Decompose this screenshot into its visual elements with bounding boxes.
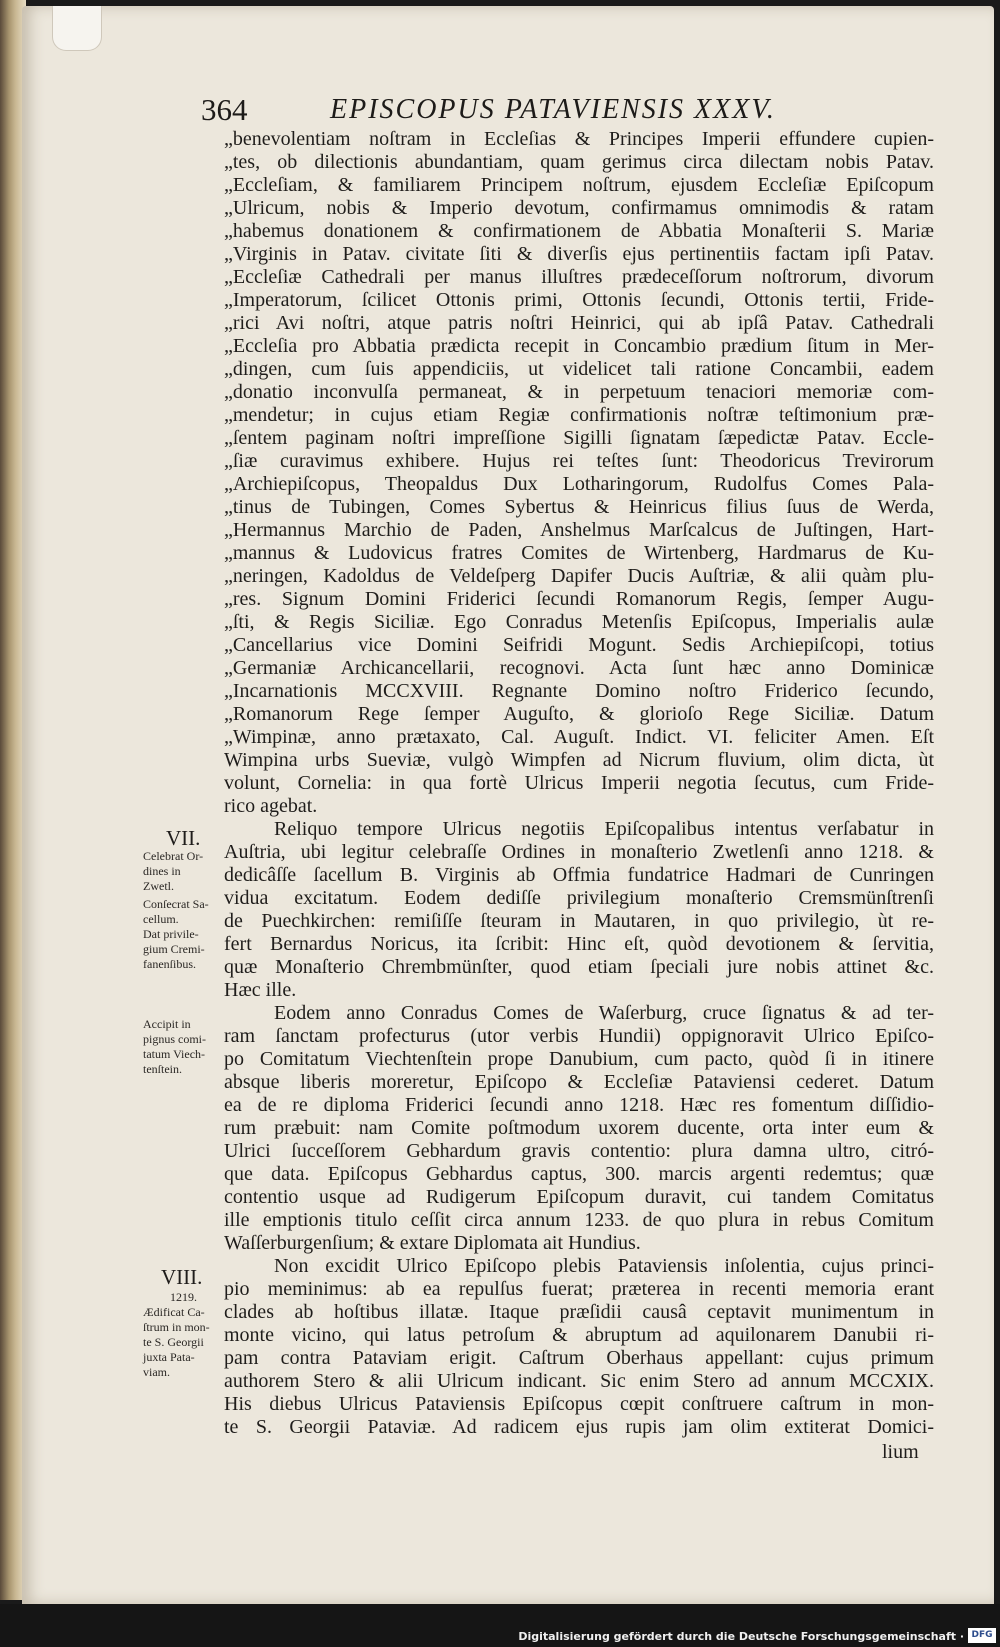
text-line: pio meminimus: ab ea repulſus fuerat; præterea in recenti memoria erant [224, 1278, 934, 1300]
text-line: „Eccleſiæ Cathedrali per manus illuſtres prædeceſſorum noſtrorum, divorum [224, 266, 934, 288]
text-line: quæ Monaſterio Chrembmünſter, quod etiam ſpeciali jure nobis attinet &c. [224, 956, 934, 978]
margin-line: Ædificat Ca- [143, 1305, 205, 1319]
text-line: „res. Signum Domini Friderici ſecundi Romanorum Regis, ſemper Augu- [224, 588, 934, 610]
margin-line: ſtrum in mon- [143, 1320, 210, 1334]
text-line: po Comitatum Viechtenſtein prope Danubium, cum pacto, quòd ſi in itinere [224, 1048, 934, 1070]
text-line: His diebus Ulricus Pataviensis Epiſcopus cœpit conſtruere caſtrum in mon- [224, 1393, 934, 1415]
text-line: „mendetur; in cujus etiam Regiæ confirmationis noſtræ teſtimonium præ- [224, 404, 934, 426]
text-line: „benevolentiam noſtram in Eccleſias & Principes Imperii effundere cupien- [224, 128, 934, 150]
margin-line: juxta Pata- [143, 1350, 195, 1364]
margin-line: fanenſibus. [143, 957, 196, 971]
text-line: absque liberis moreretur, Epiſcopo & Eccleſiæ Pataviensi cederet. Datum [224, 1071, 934, 1093]
catchword: lium [882, 1441, 919, 1463]
text-line: ram ſanctam profecturus (utor verbis Hundii) oppignoravit Ulrico Epiſco- [224, 1025, 934, 1047]
margin-line: Dat privile- [143, 927, 199, 941]
digitization-credit: Digitalisierung gefördert durch die Deutsche Forschungsgemeinschaft · [518, 1630, 964, 1643]
text-line: Hæc ille. [224, 979, 297, 1001]
text-line: te S. Georgii Pataviæ. Ad radicem ejus rupis jam olim extiterat Domici- [224, 1416, 934, 1438]
margin-line: gium Cremi- [143, 942, 205, 956]
running-head: EPISCOPUS PATAVIENSIS XXXV. [330, 94, 776, 125]
text-line: „Imperatorum, ſcilicet Ottonis primi, Ottonis ſecundi, Ottonis tertii, Fride- [224, 289, 934, 311]
text-line: „tes, ob dilectionis abundantiam, quam gerimus circa dilectam nobis Patav. [224, 151, 934, 173]
text-line: „rici Avi noſtri, atque patris noſtri Heinrici, qui ab ipſâ Patav. Cathedrali [224, 312, 934, 334]
margin-line: Accipit in [143, 1017, 191, 1031]
text-line: Non excidit Ulrico Epiſcopo plebis Pataviensis inſolentia, cujus princi- [274, 1255, 934, 1277]
text-line: „dingen, cum ſuis appendiciis, ut videlicet tali ratione Concambii, eadem [224, 358, 934, 380]
text-line: „Hermannus Marchio de Paden, Anshelmus Marſcalcus de Juſtingen, Hart- [224, 519, 934, 541]
text-line: rum præbuit: nam Comite poſtmodum uxorem ducente, orta inter eum & [224, 1117, 934, 1139]
page-number: 364 [201, 92, 248, 127]
text-line: volunt, Cornelia: in qua fortè Ulricus Imperii negotia ſecutus, cum Fride- [224, 772, 934, 794]
text-line: „Romanorum Rege ſemper Auguſto, & glorioſo Rege Siciliæ. Datum [224, 703, 934, 725]
text-line: „tinus de Tubingen, Comes Sybertus & Heinricus filius ſuus de Werda, [224, 496, 934, 518]
margin-line: te S. Georgii [143, 1335, 204, 1349]
text-line: „donatio inconvulſa permaneat, & in perpetuum tenaciori memoriæ com- [224, 381, 934, 403]
paragraph-number: VIII. [161, 1265, 203, 1289]
text-line: „ſiæ curavimus exhibere. Hujus rei teſtes ſunt: Theodoricus Trevirorum [224, 450, 934, 472]
margin-line: dines in [143, 864, 181, 878]
text-line: monte vicino, qui latus petroſum & abruptum ad aquilonarem Danubii ri- [224, 1324, 934, 1346]
margin-line: Conſecrat Sa- [143, 897, 209, 911]
margin-line: cellum. [143, 912, 179, 926]
margin-line: Zwetl. [143, 879, 174, 893]
text-line: „Ulricum, nobis & Imperio devotum, confirmamus omnimodis & ratam [224, 197, 934, 219]
text-line: „Virginis in Patav. civitate ſiti & diverſis ejus pertinentiis factam ipſi Patav. [224, 243, 934, 265]
text-line: „neringen, Kadoldus de Veldeſperg Dapifer Ducis Auſtriæ, & alii quàm plu- [224, 565, 934, 587]
margin-line: 1219. [170, 1290, 197, 1304]
paragraph-number: VII. [166, 826, 201, 850]
text-line: „Wimpinæ, anno prætaxato, Cal. Auguſt. Indict. VI. feliciter Amen. Eſt [224, 726, 934, 748]
text-line: vidua excitatum. Eodem dediſſe privilegium monaſterio Cremsmünſtrenſi [224, 887, 934, 909]
text-line: „mannus & Ludovicus fratres Comites de Wirtenberg, Hardmarus de Ku- [224, 542, 934, 564]
text-line: „Cancellarius vice Domini Seifridi Mogunt. Sedis Archiepiſcopi, totius [224, 634, 934, 656]
text-line: Ulrici ſucceſſorem Gebhardum gravis contentio: plura damna ultro, citró- [224, 1140, 934, 1162]
text-line: „Germaniæ Archicancellarii, recognovi. Acta ſunt hæc anno Dominicæ [224, 657, 934, 679]
text-line: „Eccleſia pro Abbatia prædicta recepit in Concambio prædium ſitum in Mer- [224, 335, 934, 357]
margin-line: viam. [143, 1365, 170, 1379]
margin-line: pignus comi- [143, 1032, 206, 1046]
text-line: que data. Epiſcopus Gebhardus captus, 300. marcis argenti redemtus; quæ [224, 1163, 934, 1185]
text-line: dedicâſſe ſacellum B. Virginis ab Offmia fundatrice Hadmari de Cunringen [224, 864, 934, 886]
text-line: authorem Stero & alii Ulricum indicant. Sic enim Stero ad annum MCCXIX. [224, 1370, 934, 1392]
dfg-logo-icon: DFG [968, 1628, 996, 1643]
text-line: Reliquo tempore Ulricus negotiis Epiſcopalibus intentus verſabatur in [274, 818, 934, 840]
text-line: contentio usque ad Rudigerum Epiſcopum duravit, cui tandem Comitatus [224, 1186, 934, 1208]
margin-line: Celebrat Or- [143, 849, 204, 863]
text-line: „habemus donationem & confirmationem de Abbatia Monaſterii S. Mariæ [224, 220, 934, 242]
text-line: „ſti, & Regis Siciliæ. Ego Conradus Metenſis Epiſcopus, Imperialis aulæ [224, 611, 934, 633]
text-line: rico agebat. [224, 795, 318, 817]
text-line: fert Bernardus Noricus, ita ſcribit: Hinc eſt, quòd devotionem & ſervitia, [224, 933, 934, 955]
text-line: Auſtria, ubi legitur celebraſſe Ordines in monaſterio Zwetlenſi anno 1218. & [224, 841, 934, 863]
margin-line: tatum Viech- [143, 1047, 206, 1061]
text-line: „ſentem paginam noſtri impreſſione Sigilli ſignatam ſæpedictæ Patav. Eccle- [224, 427, 934, 449]
text-line: ille emptionis titulo ceſſit circa annum 1233. de quo plura in rebus Comitum [224, 1209, 934, 1231]
text-line: Eodem anno Conradus Comes de Waſerburg, cruce ſignatus & ad ter- [274, 1002, 934, 1024]
text-line: „Archiepiſcopus, Theopaldus Dux Lotharingorum, Rudolfus Comes Pala- [224, 473, 934, 495]
text-line: Wimpina urbs Sueviæ, vulgò Wimpfen ad Nicrum fluvium, olim dicta, ùt [224, 749, 934, 771]
text-line: „Incarnationis MCCXVIII. Regnante Domino noſtro Friderico ſecundo, [224, 680, 934, 702]
text-line: Waſſerburgenſium; & extare Diplomata ait Hundius. [224, 1232, 641, 1254]
text-line: pam contra Pataviam erigit. Caſtrum Oberhaus appellant: cujus primum [224, 1347, 934, 1369]
text-line: ea de re diploma Friderici ſecundi anno 1218. Hæc res fomentum diſſidio- [224, 1094, 934, 1116]
text-line: de Puechkirchen: remiſiſſe ſteuram in Mautaren, in quo privilegio, ùt re- [224, 910, 934, 932]
text-line: „Eccleſiam, & familiarem Principem noſtrum, ejusdem Eccleſiæ Epiſcopum [224, 174, 934, 196]
margin-line: tenſtein. [143, 1062, 182, 1076]
text-line: clades ab hoſtibus illatæ. Itaque præſidii causâ ceptavit munimentum in [224, 1301, 934, 1323]
